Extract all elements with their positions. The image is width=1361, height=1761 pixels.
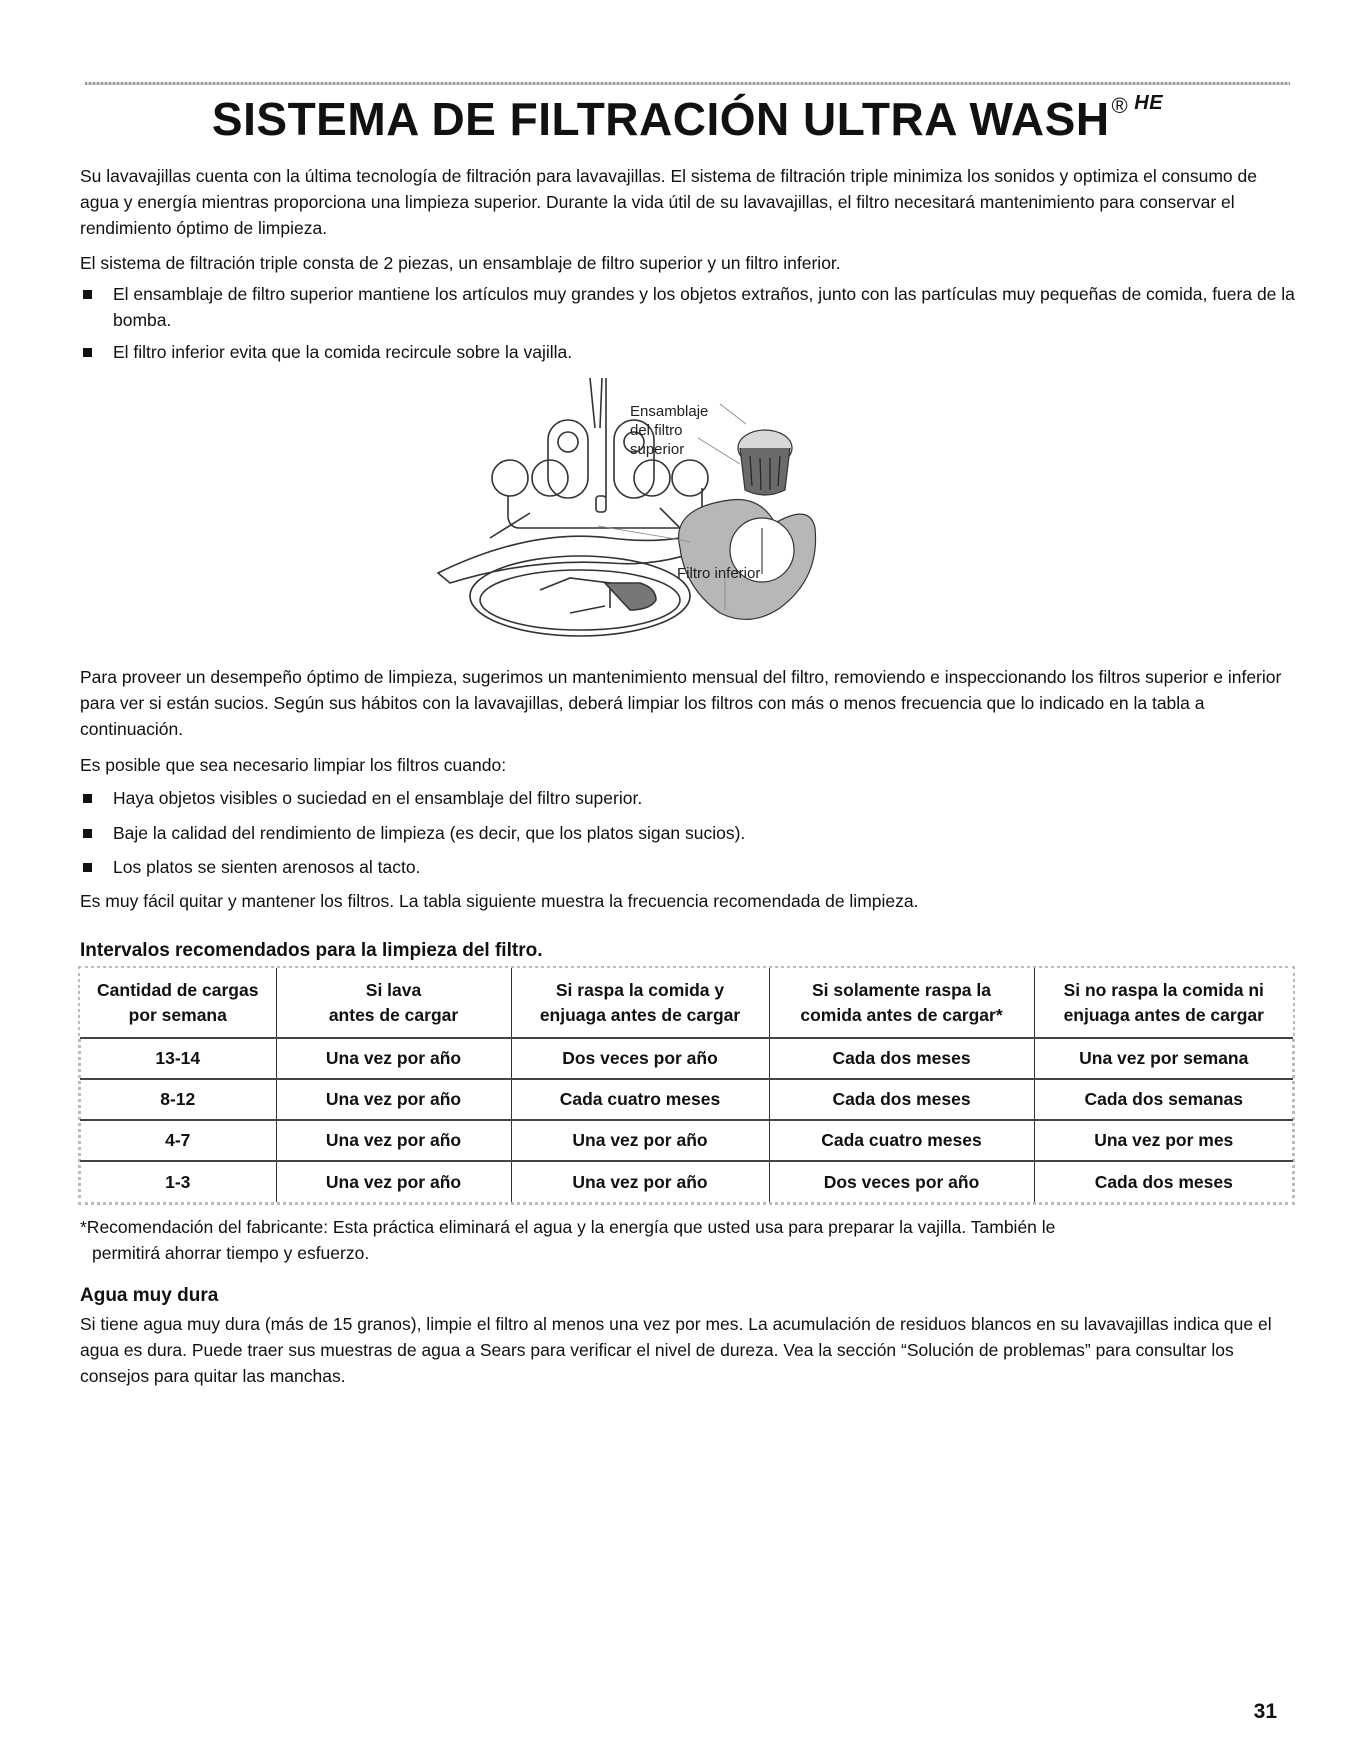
column-header: Cantidad de cargas por semana: [80, 968, 276, 1038]
bullet-square-icon: [83, 863, 92, 872]
system-paragraph: El sistema de filtración triple consta de 2 piezas, un ensamblaje de filtro superior y un filtro inferior.: [80, 253, 841, 273]
lower-filter-label: Filtro inferior: [677, 565, 761, 582]
table-cell: Cada dos semanas: [1034, 1079, 1293, 1120]
cleaning-intervals-table: [80, 968, 1293, 1202]
column-header: Si raspa la comida y enjuaga antes de cargar: [511, 968, 769, 1038]
bullet-square-icon: [83, 794, 92, 803]
table-cell: Una vez por año: [276, 1079, 511, 1120]
bullet-square-icon: [83, 348, 92, 357]
system-bullet-2: El filtro inferior evita que la comida recircule sobre la vajilla.: [80, 339, 1295, 365]
table-cell: Cada dos meses: [769, 1079, 1034, 1120]
table-cell: Dos veces por año: [511, 1038, 769, 1079]
table-row: [80, 1120, 1293, 1161]
page-number: 31: [1253, 1700, 1277, 1723]
table-cell: 13-14: [80, 1038, 276, 1079]
table-cell: Una vez por año: [276, 1161, 511, 1202]
when-bullet-2: Baje la calidad del rendimiento de limpieza (es decir, que los platos sigan sucios).: [80, 820, 1295, 846]
table-heading: Intervalos recomendados para la limpieza del filtro.: [80, 940, 543, 961]
table-cell: Una vez por mes: [1034, 1120, 1293, 1161]
maintenance-paragraph: Para proveer un desempeño óptimo de limpieza, sugerimos un mantenimiento mensual del filtro, removiendo e inspeccionando los filtros superior e inferior para ver si están sucios. Según sus hábitos con la lavavajillas, deberá limpiar los filtros con más o menos frecuencia que lo indicado en la tabla a continuación.: [80, 667, 1282, 739]
when-bullet-1: Haya objetos visibles o suciedad en el ensamblaje del filtro superior.: [80, 785, 1295, 811]
table-cell: 4-7: [80, 1120, 276, 1161]
hard-water-paragraph: Si tiene agua muy dura (más de 15 granos), limpie el filtro al menos una vez por mes. La acumulación de residuos blancos en su lavavajillas indica que el agua es dura. Puede traer sus muestras de agua a Sears para verificar el nivel de dureza. Vea la sección “Solución de problemas” para consultar los consejos para quitar las manchas.: [80, 1314, 1272, 1386]
column-header: Si no raspa la comida ni enjuaga antes de cargar: [1063, 979, 1264, 1025]
system-bullet-1: El ensamblaje de filtro superior mantiene los artículos muy grandes y los objetos extraños, junto con las partículas muy pequeñas de comida, fuera de la bomba.: [80, 281, 1295, 333]
he-mark: HE: [1134, 92, 1164, 114]
table-cell: Cada dos meses: [769, 1038, 1034, 1079]
filter-illustration: [430, 378, 930, 650]
table-row: [80, 1038, 1293, 1079]
table-cell: Dos veces por año: [769, 1161, 1034, 1202]
column-header: Si lava antes de cargar: [276, 968, 511, 1038]
when-bullet-3: Los platos se sienten arenosos al tacto.: [80, 854, 1295, 880]
when-paragraph: Es posible que sea necesario limpiar los filtros cuando:: [80, 755, 507, 775]
table-cell: Una vez por año: [276, 1038, 511, 1079]
top-rule: [85, 82, 1290, 85]
upper-filter-label: Ensamblaje del filtro superior: [630, 403, 709, 458]
registered-mark: ®: [1111, 93, 1129, 118]
bullet-square-icon: [83, 290, 92, 299]
intro-paragraph: Su lavavajillas cuenta con la última tecnología de filtración para lavavajillas. El sistema de filtración triple minimiza los sonidos y optimiza el consumo de agua y energía mientras proporciona una limpieza superior. Durante la vida útil de su lavavajillas, el filtro necesitará mantenimiento para conservar el rendimiento óptimo de limpieza.: [80, 166, 1257, 238]
page-title: SISTEMA DE FILTRACIÓN ULTRA WASH® $^{HE}$: [211, 92, 1164, 145]
table-cell: 1-3: [80, 1161, 276, 1202]
column-header: Si solamente raspa la comida antes de cargar*: [769, 968, 1034, 1038]
table-cell: Cada cuatro meses: [769, 1120, 1034, 1161]
table-cell: Una vez por semana: [1034, 1038, 1293, 1079]
bullet-square-icon: [83, 829, 92, 838]
hard-water-heading: Agua muy dura: [80, 1285, 219, 1306]
easy-paragraph: Es muy fácil quitar y mantener los filtros. La tabla siguiente muestra la frecuencia recomendada de limpieza.: [80, 891, 919, 911]
table-cell: 8-12: [80, 1079, 276, 1120]
table-cell: Una vez por año: [276, 1120, 511, 1161]
table-header-row: [80, 968, 1293, 1038]
manufacturer-footnote: *Recomendación del fabricante: Esta práctica eliminará el agua y la energía que usted usa para preparar la vajilla. También le permitirá ahorrar tiempo y esfuerzo.: [80, 1217, 1056, 1263]
table-row: [80, 1079, 1293, 1120]
table-cell: Cada cuatro meses: [511, 1079, 769, 1120]
table-row: [80, 1161, 1293, 1202]
table-cell: Una vez por año: [511, 1161, 769, 1202]
table-cell: Cada dos meses: [1034, 1161, 1293, 1202]
table-cell: Una vez por año: [511, 1120, 769, 1161]
